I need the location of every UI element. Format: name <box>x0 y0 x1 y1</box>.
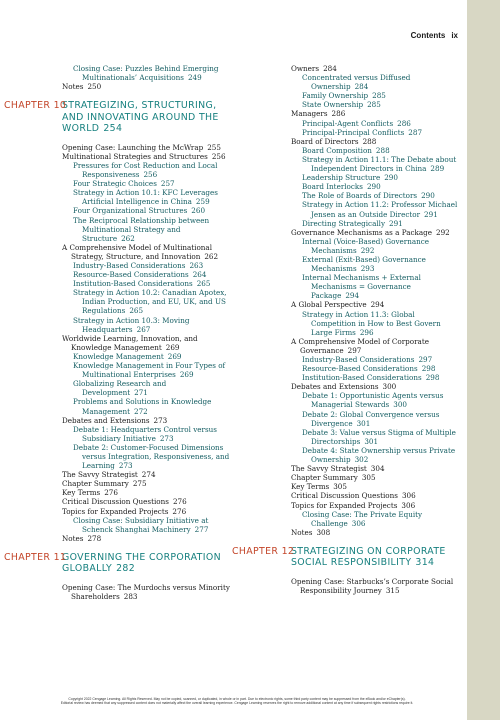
toc-entry-title: A Global Perspective <box>291 300 367 310</box>
toc-entry-page-number: 255 <box>207 142 221 152</box>
toc-entry-title: Leadership Structure <box>302 173 381 183</box>
toc-subentry[interactable] <box>232 173 460 182</box>
toc-entry-page-number: 283 <box>123 592 138 601</box>
toc-subentry[interactable] <box>0 206 230 215</box>
toc-entry-page-number: 300 <box>393 400 407 410</box>
toc-subentry[interactable] <box>232 146 460 155</box>
toc-subentry[interactable] <box>0 216 230 243</box>
toc-entry-page-number: 273 <box>159 433 174 443</box>
toc-entry[interactable] <box>232 501 460 510</box>
toc-entry-title: The Savvy Strategist <box>291 464 367 474</box>
chapter-title-text: STRATEGIZING ON CORPORATE SOCIAL RESPONSIBILITY <box>291 545 446 569</box>
chapter-heading[interactable] <box>0 552 230 575</box>
toc-entry-page-number: 301 <box>364 436 379 446</box>
toc-entry-title: Debate 4: State Ownership versus Private Ownership <box>302 445 456 465</box>
toc-entry-page-number: 276 <box>172 506 187 516</box>
toc-entry[interactable] <box>0 479 230 488</box>
toc-entry-page-number: 273 <box>153 415 168 425</box>
toc-entry-page-number: 300 <box>382 382 397 392</box>
toc-entry[interactable] <box>232 300 460 309</box>
toc-entry-page-number: 301 <box>356 418 371 428</box>
toc-entry-title: Resource-Based Considerations <box>302 364 418 374</box>
toc-entry-page-number: 284 <box>323 64 337 73</box>
chapter-title-text: GOVERNING THE CORPORATION GLOBALLY <box>62 551 221 575</box>
toc-entry[interactable] <box>0 497 230 506</box>
running-head <box>411 31 458 40</box>
toc-entry-title: Board Interlocks <box>302 182 363 192</box>
toc-entry-page-number: 290 <box>384 173 398 183</box>
toc-entry-page-number: 305 <box>333 482 347 492</box>
toc-entry-page-number: 278 <box>87 533 102 543</box>
toc-entry-page-number: 315 <box>385 585 400 595</box>
toc-entry-title: Debate 1: Opportunistic Agents versus Managerial Stewards <box>302 391 444 410</box>
toc-entry-page-number: 250 <box>87 82 102 92</box>
toc-entry[interactable] <box>0 534 230 543</box>
toc-entry-title: Closing Case: Puzzles Behind Emerging Multinationals’ Acquisitions <box>73 64 219 83</box>
toc-entry-page-number: 269 <box>165 342 180 352</box>
toc-entry-page-number: 292 <box>436 227 450 237</box>
toc-entry-page-number: 291 <box>424 209 438 219</box>
toc-entry-title: Key Terms <box>291 482 330 492</box>
toc-entry[interactable] <box>232 64 460 73</box>
toc-entry-title: Debates and Extensions <box>291 382 379 392</box>
toc-entry-title: Debate 2: Customer-Focused Dimensions versus Integration, Responsiveness, and Learning <box>73 442 230 471</box>
toc-subentry[interactable] <box>0 443 230 470</box>
toc-entry[interactable] <box>232 382 460 391</box>
toc-subentry[interactable] <box>0 379 230 397</box>
toc-entry-title: Internal (Voice-Based) Governance Mechanisms <box>302 236 430 255</box>
toc-entry[interactable] <box>232 464 460 473</box>
toc-entry-title: Four Organizational Structures <box>73 206 188 216</box>
toc-subentry[interactable] <box>0 270 230 279</box>
toc-subentry[interactable] <box>232 355 460 364</box>
copyright-line-1: Copyright 2022 Cengage Learning. All Rights Reserved. May not be copied, scanned, or duplicated, in whole or in part. Due to electronic rights, some third party content may be suppressed from the eBook and/or eChapter(s). <box>68 697 406 701</box>
toc-entry[interactable] <box>0 243 230 261</box>
toc-subentry[interactable] <box>232 73 460 91</box>
toc-entry-page-number: 296 <box>359 327 374 337</box>
toc-subentry[interactable] <box>0 188 230 206</box>
toc-subentry[interactable] <box>232 237 460 255</box>
toc-entry-page-number: 260 <box>191 206 206 216</box>
toc-entry-page-number: 306 <box>401 491 416 501</box>
toc-subentry[interactable] <box>232 510 460 528</box>
toc-subentry[interactable] <box>232 191 460 200</box>
toc-entry-page-number: 262 <box>204 251 219 261</box>
toc-entry-title: Institution-Based Considerations <box>302 373 422 383</box>
toc-entry-title: Debate 1: Headquarters Control versus Subsidiary Initiative <box>73 424 217 443</box>
toc-subentry[interactable] <box>0 279 230 288</box>
toc-entry-title: Topics for Expanded Projects <box>62 506 169 516</box>
toc-entry-title: Globalizing Research and Development <box>73 379 167 398</box>
toc-entry-title: Debate 2: Global Convergence versus Divergence <box>302 409 440 428</box>
toc-entry-title: Strategy in Action 10.3: Moving Headquarters <box>73 315 190 334</box>
toc-entry-title: Multinational Strategies and Structures <box>62 151 208 161</box>
toc-entry-title: Opening Case: Starbucks’s Corporate Social Responsibility Journey <box>291 576 454 595</box>
toc-entry-title: Chapter Summary <box>291 473 358 483</box>
chapter-number-label: CHAPTER 11 <box>4 551 67 563</box>
toc-column-left <box>0 64 230 601</box>
chapter-heading[interactable] <box>0 100 230 135</box>
toc-entry-page-number: 298 <box>421 364 436 374</box>
toc-entry-page-number: 256 <box>143 170 158 180</box>
toc-entry[interactable] <box>0 82 230 91</box>
toc-subentry[interactable] <box>232 310 460 337</box>
toc-entry-title: The Savvy Strategist <box>62 470 138 480</box>
toc-entry-title: Debates and Extensions <box>62 415 150 425</box>
toc-entry-title: Critical Discussion Questions <box>62 497 169 507</box>
toc-entry-title: Notes <box>62 82 84 92</box>
toc-entry[interactable] <box>232 337 460 355</box>
toc-entry-title: Internal Mechanisms + External Mechanisms = Governance Package <box>302 273 421 301</box>
toc-entry[interactable] <box>0 583 230 601</box>
toc-entry-page-number: 257 <box>160 179 175 189</box>
toc-subentry[interactable] <box>232 391 460 409</box>
toc-entry-title: Board of Directors <box>291 136 359 146</box>
toc-entry-page-number: 306 <box>401 500 416 510</box>
toc-entry-title: Closing Case: The Private Equity Challenge <box>302 509 423 528</box>
toc-subentry[interactable] <box>232 428 460 446</box>
toc-subentry[interactable] <box>232 373 460 382</box>
toc-entry-page-number: 308 <box>316 527 331 537</box>
toc-subentry[interactable] <box>232 91 460 100</box>
toc-entry-title: Principal-Principal Conflicts <box>302 127 405 137</box>
running-head-label: Contents <box>410 31 446 40</box>
toc-entry-page-number: 298 <box>425 373 440 383</box>
toc-entry-page-number: 290 <box>366 182 381 192</box>
toc-subentry[interactable] <box>232 219 460 228</box>
toc-entry-title: Opening Case: Launching the McWrap <box>62 142 204 152</box>
toc-entry-page-number: 271 <box>134 388 148 398</box>
toc-entry-page-number: 290 <box>421 191 435 201</box>
toc-entry-page-number: 249 <box>187 73 202 83</box>
toc-entry-title: Strategy in Action 11.2: Professor Michael Jensen as an Outside Director <box>302 200 458 219</box>
toc-entry-title: Family Ownership <box>302 91 369 101</box>
toc-entry-page-number: 256 <box>211 151 226 161</box>
toc-entry-page-number: 275 <box>132 479 147 489</box>
chapter-page-number: 282 <box>116 563 136 575</box>
toc-subentry[interactable] <box>0 316 230 334</box>
toc-entry-page-number: 276 <box>172 497 187 507</box>
toc-subentry[interactable] <box>232 446 460 464</box>
toc-entry-page-number: 294 <box>345 291 360 301</box>
toc-subentry[interactable] <box>232 128 460 137</box>
toc-entry-page-number: 276 <box>104 488 118 498</box>
page-edge-band <box>467 0 500 720</box>
toc-entry-title: External (Exit-Based) Governance Mechanisms <box>302 254 426 274</box>
toc-entry-title: Owners <box>291 64 320 73</box>
copyright-line-2: Editorial review has deemed that any suppressed content does not materially affect the overall learning experience. Cengage Learning reserves the right to remove additional content at any time if subsequent rights restrictions require it. <box>60 701 414 706</box>
toc-subentry[interactable] <box>232 200 460 218</box>
toc-subentry[interactable] <box>232 364 460 373</box>
toc-entry-page-number: 286 <box>397 118 411 128</box>
chapter-number-label: CHAPTER 10 <box>4 100 67 112</box>
toc-subentry[interactable] <box>0 261 230 270</box>
toc-entry-title: A Comprehensive Model of Corporate Governance <box>291 336 429 355</box>
toc-entry-page-number: 288 <box>362 136 377 146</box>
toc-entry-page-number: 273 <box>118 461 133 471</box>
toc-entry-title: Four Strategic Choices <box>73 179 157 189</box>
toc-subentry[interactable] <box>0 425 230 443</box>
toc-entry-title: Board Composition <box>302 145 372 155</box>
chapter-page-number: 314 <box>415 557 435 569</box>
toc-column-right <box>232 64 460 595</box>
toc-entry-page-number: 289 <box>430 164 445 174</box>
toc-entry-title: Notes <box>291 527 313 537</box>
toc-subentry[interactable] <box>232 182 460 191</box>
toc-entry-title: Directing Strategically <box>302 218 386 228</box>
toc-entry-page-number: 294 <box>370 300 385 310</box>
toc-subentry[interactable] <box>0 161 230 179</box>
toc-entry[interactable] <box>0 334 230 352</box>
toc-entry-page-number: 265 <box>196 279 211 289</box>
toc-entry-title: Key Terms <box>62 488 101 498</box>
copyright-footer <box>14 697 460 706</box>
toc-subentry[interactable] <box>232 155 460 173</box>
toc-entry-page-number: 297 <box>347 345 362 355</box>
toc-subentry[interactable] <box>0 361 230 379</box>
toc-entry-title: Pressures for Cost Reduction and Local Responsiveness <box>73 160 218 180</box>
toc-entry-title: Notes <box>62 533 84 543</box>
toc-entry-page-number: 274 <box>141 470 156 480</box>
toc-subentry[interactable] <box>0 288 230 315</box>
toc-subentry[interactable] <box>232 410 460 428</box>
toc-entry-page-number: 297 <box>418 355 433 364</box>
toc-subentry[interactable] <box>232 119 460 128</box>
toc-entry[interactable] <box>232 228 460 237</box>
toc-entry-title: Worldwide Learning, Innovation, and Knowledge Management <box>62 333 198 352</box>
toc-entry-page-number: 292 <box>360 245 375 255</box>
toc-entry-page-number: 272 <box>134 406 148 416</box>
toc-entry-title: The Role of Boards of Directors <box>302 191 418 201</box>
toc-entry-title: Chapter Summary <box>62 479 129 489</box>
toc-entry[interactable] <box>0 152 230 161</box>
toc-entry-title: Debate 3: Value versus Stigma of Multiple Directorships <box>302 427 456 446</box>
chapter-page-number: 254 <box>103 123 123 135</box>
toc-entry-title: Industry-Based Considerations <box>302 355 415 364</box>
toc-entry[interactable] <box>232 528 460 537</box>
toc-entry-page-number: 306 <box>351 518 366 528</box>
toc-entry[interactable] <box>0 416 230 425</box>
toc-entry-title: The Reciprocal Relationship between Multinational Strategy and Structure <box>73 215 210 243</box>
toc-entry[interactable] <box>232 109 460 118</box>
toc-entry-page-number: 262 <box>121 233 135 243</box>
toc-entry-page-number: 263 <box>189 261 204 270</box>
toc-entry-title: Topics for Expanded Projects <box>291 500 398 510</box>
chapter-title-text: STRATEGIZING, STRUCTURING, AND INNOVATING AROUND THE WORLD <box>62 100 219 135</box>
toc-entry-page-number: 265 <box>129 306 144 316</box>
toc-entry-title: Opening Case: The Murdochs versus Minority Shareholders <box>62 582 230 601</box>
toc-entry-title: Knowledge Management in Four Types of Multinational Enterprises <box>73 361 226 380</box>
toc-subentry[interactable] <box>232 255 460 273</box>
toc-entry-page-number: 269 <box>179 370 194 380</box>
toc-entry-title: Strategy in Action 11.3: Global Competition in How to Best Govern Large Firms <box>302 309 441 337</box>
toc-subentry[interactable] <box>232 100 460 109</box>
toc-entry[interactable] <box>0 470 230 479</box>
toc-entry-title: State Ownership <box>302 100 364 110</box>
toc-entry-page-number: 264 <box>192 270 207 280</box>
toc-entry[interactable] <box>232 137 460 146</box>
toc-subentry[interactable] <box>0 352 230 361</box>
toc-entry[interactable] <box>0 488 230 497</box>
toc-entry-page-number: 293 <box>360 264 375 274</box>
toc-entry-title: Closing Case: Subsidiary Initiative at Schenck Shanghai Machinery <box>73 515 209 534</box>
toc-entry-title: A Comprehensive Model of Multinational Strategy, Structure, and Innovation <box>62 242 213 261</box>
toc-entry-page-number: 286 <box>331 109 346 119</box>
toc-entry-page-number: 287 <box>408 127 423 137</box>
toc-subentry[interactable] <box>0 64 230 82</box>
toc-entry-title: Managers <box>291 109 328 119</box>
toc-entry-page-number: 269 <box>167 351 182 361</box>
toc-entry-title: Strategy in Action 10.1: KFC Leverages Artificial Intelligence in China <box>73 188 218 207</box>
toc-subentry[interactable] <box>0 397 230 415</box>
toc-entry-page-number: 291 <box>389 218 403 228</box>
toc-entry-page-number: 277 <box>194 524 209 534</box>
toc-entry[interactable] <box>232 577 460 595</box>
toc-entry-title: Industry-Based Considerations <box>73 261 186 270</box>
toc-entry-title: Resource-Based Considerations <box>73 270 189 280</box>
toc-entry-page-number: 259 <box>195 197 210 207</box>
toc-subentry[interactable] <box>0 179 230 188</box>
toc-entry-page-number: 285 <box>372 91 386 101</box>
toc-entry-title: Problems and Solutions in Knowledge Management <box>73 397 212 416</box>
toc-entry[interactable] <box>0 143 230 152</box>
toc-entry-page-number: 288 <box>375 145 390 155</box>
toc-entry[interactable] <box>232 491 460 500</box>
toc-entry-title: Institution-Based Considerations <box>73 279 193 289</box>
toc-entry[interactable] <box>232 473 460 482</box>
toc-entry-page-number: 304 <box>370 464 385 474</box>
toc-entry-title: Governance Mechanisms as a Package <box>291 227 433 237</box>
chapter-number-label: CHAPTER 12 <box>232 545 295 557</box>
toc-entry-title: Strategy in Action 10.2: Canadian Apotex, Indian Production, and EU, UK, and US Regulations <box>73 288 227 316</box>
toc-entry-title: Principal-Agent Conflicts <box>302 118 394 128</box>
toc-entry-title: Strategy in Action 11.1: The Debate about Independent Directors in China <box>302 154 457 174</box>
toc-entry[interactable] <box>232 482 460 491</box>
chapter-heading[interactable] <box>232 546 460 569</box>
toc-entry-title: Knowledge Management <box>73 351 164 361</box>
toc-entry-title: Critical Discussion Questions <box>291 491 398 501</box>
toc-entry-page-number: 302 <box>354 455 369 465</box>
running-head-page-number: ix <box>451 31 458 40</box>
toc-entry-page-number: 305 <box>361 473 376 483</box>
toc-entry-page-number: 267 <box>136 324 151 334</box>
toc-entry-title: Concentrated versus Diffused Ownership <box>302 73 411 92</box>
toc-entry[interactable] <box>0 507 230 516</box>
toc-subentry[interactable] <box>0 516 230 534</box>
toc-entry-page-number: 285 <box>367 100 381 110</box>
toc-subentry[interactable] <box>232 273 460 300</box>
toc-entry-page-number: 284 <box>354 82 369 92</box>
